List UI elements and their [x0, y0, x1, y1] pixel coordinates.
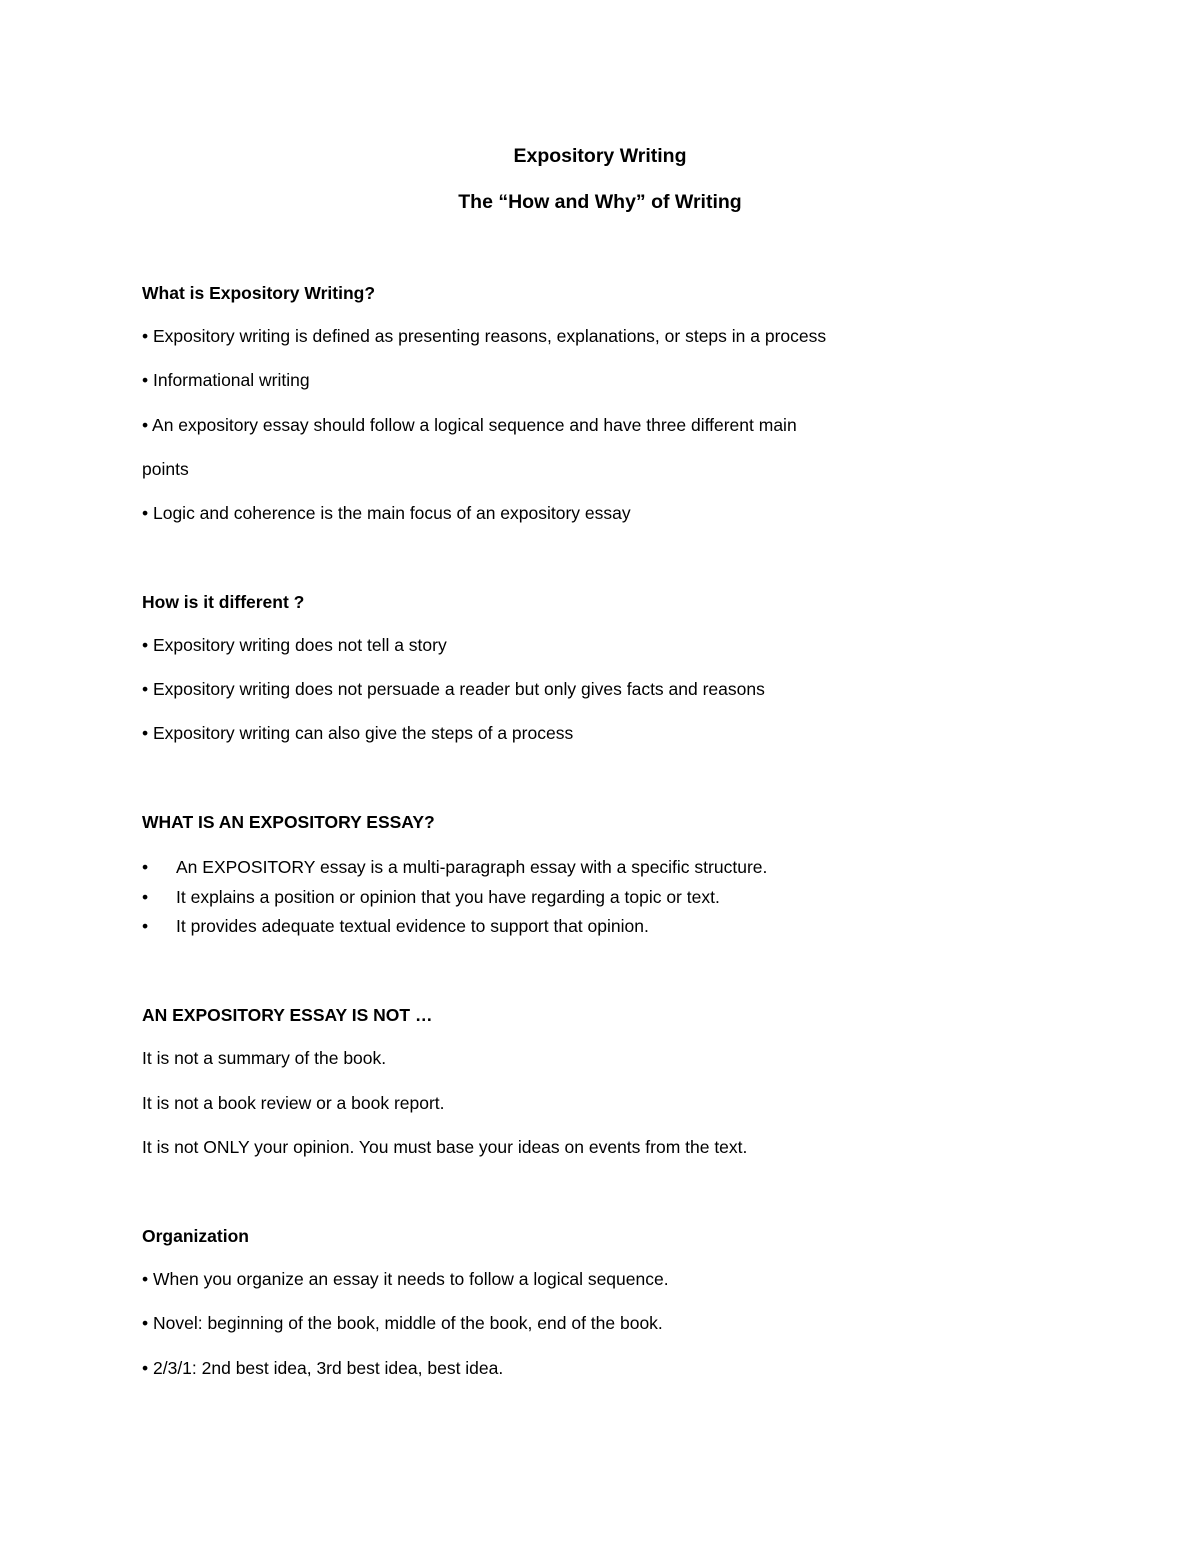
list-item: • When you organize an essay it needs to follow a logical sequence. [142, 1269, 669, 1289]
list-item: An EXPOSITORY essay is a multi-paragraph essay with a specific structure. [176, 857, 768, 877]
list-item: • Logic and coherence is the main focus of an expository essay [142, 503, 631, 523]
document-subtitle: The “How and Why” of Writing [458, 191, 742, 213]
bullet-icon: • [142, 857, 149, 877]
bullet-icon: • [142, 916, 149, 936]
list-item: It provides adequate textual evidence to support that opinion. [176, 916, 649, 936]
bullet-icon: • [142, 887, 149, 907]
text-line: It is not ONLY your opinion. You must base your ideas on events from the text. [142, 1137, 748, 1157]
section-heading-essay-is-not: AN EXPOSITORY ESSAY IS NOT … [142, 1005, 433, 1025]
section-heading-organization: Organization [142, 1226, 249, 1246]
list-item: • Expository writing does not persuade a reader but only gives facts and reasons [142, 679, 765, 699]
document-title: Expository Writing [513, 145, 687, 167]
section-heading-what-is: What is Expository Writing? [142, 283, 376, 303]
list-item-continuation: points [142, 459, 189, 479]
list-item: • Expository writing is defined as presenting reasons, explanations, or steps in a process [142, 326, 827, 346]
list-item: It explains a position or opinion that you have regarding a topic or text. [176, 887, 720, 907]
list-item: • Informational writing [142, 370, 310, 390]
list-item: • Novel: beginning of the book, middle of the book, end of the book. [142, 1313, 663, 1333]
text-line: It is not a summary of the book. [142, 1048, 387, 1068]
section-heading-how-different: How is it different ? [142, 592, 305, 612]
list-item: • 2/3/1: 2nd best idea, 3rd best idea, best idea. [142, 1358, 504, 1378]
list-item: • An expository essay should follow a logical sequence and have three different main [142, 415, 797, 435]
text-line: It is not a book review or a book report. [142, 1093, 445, 1113]
section-heading-expository-essay: WHAT IS AN EXPOSITORY ESSAY? [142, 812, 435, 832]
list-item: • Expository writing does not tell a story [142, 635, 447, 655]
list-item: • Expository writing can also give the steps of a process [142, 723, 574, 743]
